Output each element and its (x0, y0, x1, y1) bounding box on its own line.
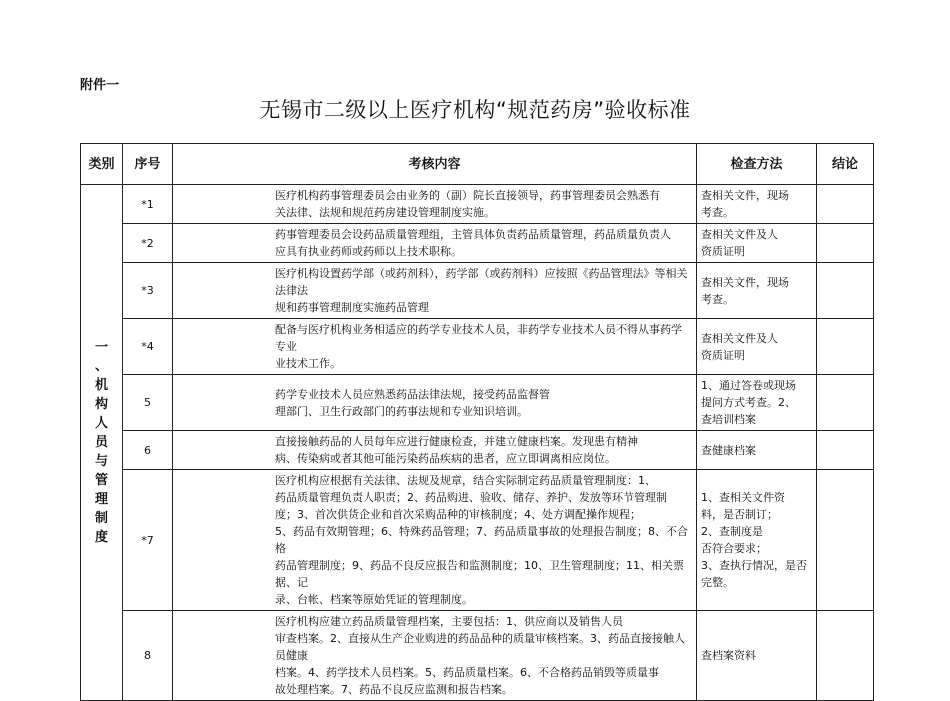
method-line: 查培训档案 (701, 413, 756, 426)
content-line: 审查档案。2、直接从生产企业购进的药品品种的质量审核档案。3、药品直接接触人员健康 (275, 632, 685, 662)
method-line: 否符合要求； (701, 542, 767, 555)
content-cell (173, 611, 697, 701)
category-char: 构 (94, 397, 108, 412)
acceptance-standard-table (80, 143, 874, 701)
conclusion-cell[interactable] (817, 611, 874, 701)
content-line: 直接接触药品的人员每年应进行健康检查，并建立健康档案。发现患有精神 (275, 435, 638, 448)
content-line: 药品管理制度；9、药品不良反应报告和监测制度；10、卫生管理制度；11、相关票据、记 (275, 559, 684, 589)
content-line: 度；3、首次供货企业和首次采购品种的审核制度；4、处方调配操作规程； (275, 508, 641, 521)
content-cell (173, 319, 697, 375)
method-cell (697, 263, 817, 319)
category-char: 机 (94, 378, 108, 393)
table-body (81, 185, 874, 701)
method-line: 资质证明 (701, 348, 745, 362)
conclusion-cell[interactable] (817, 375, 874, 431)
content-line: 药学专业技术人员应熟悉药品法律法规，接受药品监督管 (275, 387, 550, 401)
method-cell (697, 375, 817, 431)
category-char: 一 (94, 340, 108, 355)
method-line: 资质证明 (701, 245, 745, 258)
method-cell (697, 185, 817, 224)
category-char: 人 (94, 416, 108, 431)
attachment-label: 附件一 (80, 78, 120, 93)
method-line: 1、通过答卷或现场 (701, 379, 796, 392)
category-char: 、 (94, 359, 108, 374)
method-cell (697, 431, 817, 470)
conclusion-cell[interactable] (817, 185, 874, 224)
content-line: 医疗机构应建立药品质量管理档案，主要包括：1、供应商以及销售人员 (275, 615, 623, 628)
seq-cell: 6 (123, 431, 173, 470)
content-line: 故处理档案。7、药品不良反应监测和报告档案。 (275, 683, 513, 696)
conclusion-cell[interactable] (817, 319, 874, 375)
method-line: 查档案资料 (701, 649, 756, 662)
content-line: 业技术工作。 (275, 357, 341, 370)
seq-cell: *3 (123, 263, 173, 319)
content-line: 规和药事管理制度实施药品管理 (275, 301, 429, 314)
method-line: 3、查执行情况，是否 (701, 559, 807, 572)
content-line: 病、传染病或者其他可能污染药品疾病的患者，应立即调离相应岗位。 (275, 452, 616, 465)
content-line: 档案。4、药学技术人员档案。5、药品质量档案。6、不合格药品销毁等质量事 (275, 666, 659, 679)
table-row (81, 319, 874, 375)
header-category: 类别 (81, 144, 123, 185)
table-row (81, 431, 874, 470)
content-cell (173, 470, 697, 611)
table-row (81, 611, 874, 701)
content-line: 药事管理委员会设药品质量管理组，主管具体负责药品质量管理，药品质量负责人 (275, 228, 671, 241)
method-line: 查相关文件及人 (701, 228, 778, 241)
content-cell (173, 224, 697, 263)
category-char: 管 (94, 473, 108, 488)
content-cell (173, 431, 697, 470)
seq-cell: *4 (123, 319, 173, 375)
content-line: 医疗机构药事管理委员会由业务的（副）院长直接领导，药事管理委员会熟悉有 (275, 189, 660, 202)
page-title: 无锡市二级以上医疗机构“规范药房”验收标准 (259, 98, 691, 122)
method-line: 提问方式考查。2、 (701, 396, 796, 409)
content-line: 录、台帐、档案等原始凭证的管理制度。 (275, 593, 473, 606)
table-row (81, 185, 874, 224)
content-line: 医疗机构应根据有关法律、法规及规章，结合实际制定药品质量管理制度：1、 (275, 474, 656, 487)
method-line: 考查。 (701, 292, 734, 306)
conclusion-cell[interactable] (817, 431, 874, 470)
method-line: 查健康档案 (701, 443, 756, 457)
category-char: 制 (94, 511, 108, 526)
category-char: 员 (94, 435, 108, 450)
content-line: 配备与医疗机构业务相适应的药学专业技术人员，非药学专业技术人员不得从事药学专业 (275, 323, 682, 353)
category-cell (81, 185, 123, 701)
table-row (81, 263, 874, 319)
content-line: 5、药品有效期管理；6、特殊药品管理；7、药品质量事故的处理报告制度；8、不合格 (275, 525, 688, 555)
content-cell (173, 375, 697, 431)
conclusion-cell[interactable] (817, 263, 874, 319)
method-line: 查相关文件，现场 (701, 189, 789, 202)
method-cell (697, 611, 817, 701)
header-content: 考核内容 (173, 144, 697, 185)
method-line: 完整。 (701, 576, 734, 589)
method-line: 料，是否制订； (701, 508, 778, 521)
category-char: 与 (94, 454, 108, 469)
content-cell (173, 185, 697, 224)
table-header-row (81, 144, 874, 185)
method-line: 查相关文件及人 (701, 331, 778, 345)
content-line: 应具有执业药师或药师以上技术职称。 (275, 245, 462, 258)
content-line: 药品质量管理负责人职责；2、药品购进、验收、储存、养护、发放等环节管理制 (275, 491, 667, 504)
seq-cell: 5 (123, 375, 173, 431)
method-cell (697, 470, 817, 611)
method-line: 考查。 (701, 206, 734, 219)
header-seq: 序号 (123, 144, 173, 185)
method-cell (697, 319, 817, 375)
seq-cell: *1 (123, 185, 173, 224)
header-method: 检查方法 (697, 144, 817, 185)
content-cell (173, 263, 697, 319)
seq-cell: *7 (123, 470, 173, 611)
conclusion-cell[interactable] (817, 470, 874, 611)
conclusion-cell[interactable] (817, 224, 874, 263)
category-char: 度 (94, 530, 108, 545)
seq-cell: 8 (123, 611, 173, 701)
table-row (81, 470, 874, 611)
category-char: 理 (94, 492, 108, 507)
header-conclusion: 结论 (817, 144, 874, 185)
method-cell (697, 224, 817, 263)
content-line: 关法律、法规和规范药房建设管理制度实施。 (275, 206, 495, 219)
method-line: 2、查制度是 (701, 525, 763, 538)
method-line: 1、查相关文件资 (701, 491, 785, 504)
method-line: 查相关文件，现场 (701, 275, 789, 289)
content-line: 医疗机构设置药学部（或药剂科），药学部（或药剂科）应按照《药品管理法》等相关法律法 (275, 267, 688, 297)
seq-cell: *2 (123, 224, 173, 263)
table-row (81, 224, 874, 263)
content-line: 理部门、卫生行政部门的药事法规和专业知识培训。 (275, 404, 528, 418)
table-row (81, 375, 874, 431)
